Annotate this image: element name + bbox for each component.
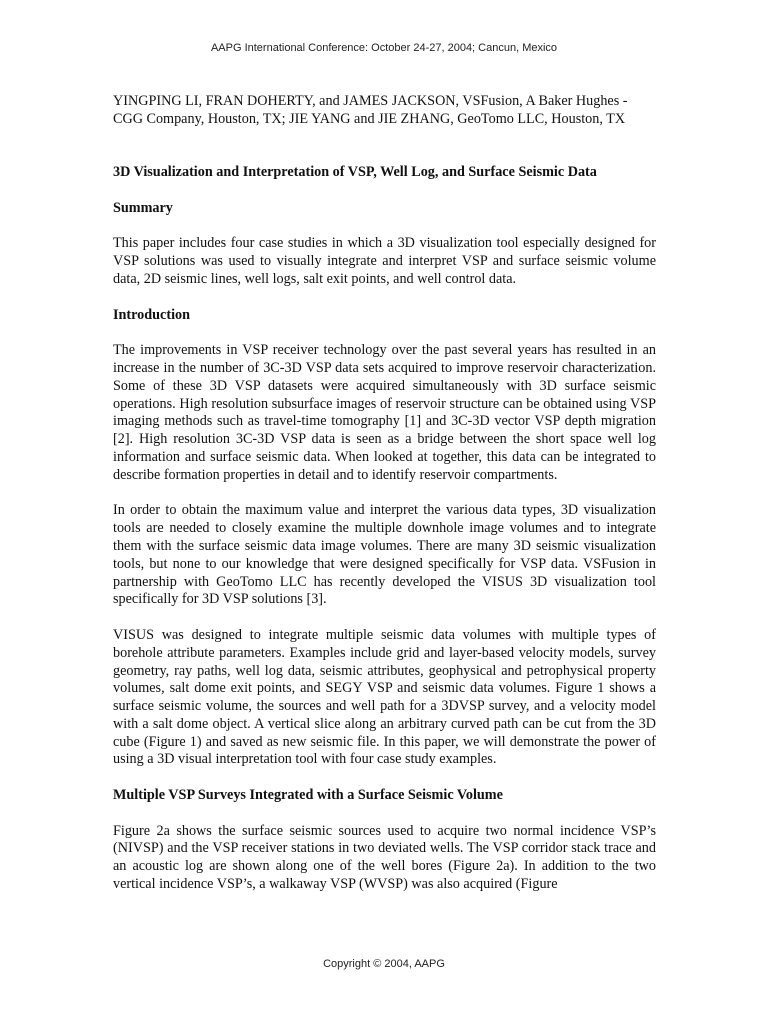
summary-paragraph: This paper includes four case studies in which a 3D visualization tool especially designed for VSP solutions was used to visually integrate and interpret VSP and surface seismic volume data, 2D seismic lines, well logs, salt exit points, and well control data. — [113, 235, 656, 287]
spacer — [113, 218, 656, 236]
introduction-paragraph-3: VISUS was designed to integrate multiple seismic data volumes with multiple types of borehole attribute parameters. Examples include grid and layer-based velocity models, survey geometry, ray paths, well log data, seismic attributes, geophysical and petrophysical property volumes, salt dome exit points, and SEGY VSP and seismic data volumes. Figure 1 shows a surface seismic volume, the sources and well path for a 3DVSP survey, and a velocity model with a salt dome object. A vertical slice along an arbitrary curved path can be cut from the 3D cube (Figure 1) and saved as new seismic file. In this paper, we will demonstrate the power of using a 3D visual interpretation tool with four case study examples. — [113, 626, 656, 768]
spacer — [113, 146, 656, 164]
multiple-vsp-paragraph: Figure 2a shows the surface seismic sources used to acquire two normal incidence VSP’s (NIVSP) and the VSP receiver stations in two deviated wells. The VSP corridor stack trace and an acoustic log are shown along one of the well bores (Figure 2a). In addition to the two vertical incidence VSP’s, a walkaway VSP (WVSP) was also acquired (Figure — [113, 822, 656, 893]
running-header: AAPG International Conference: October 24-27, 2004; Cancun, Mexico — [210, 42, 558, 54]
spacer — [113, 289, 656, 307]
copyright-footer: Copyright © 2004, AAPG — [323, 958, 445, 970]
summary-heading: Summary — [113, 199, 173, 216]
spacer — [113, 609, 656, 627]
spacer — [113, 182, 656, 200]
spacer — [113, 485, 656, 503]
author-list: YINGPING LI, FRAN DOHERTY, and JAMES JACKSON, VSFusion, A Baker Hughes - CGG Company, Houston, TX; JIE YANG and JIE ZHANG, GeoTomo LLC, Houston, TX — [113, 93, 628, 127]
multiple-vsp-heading: Multiple VSP Surveys Integrated with a Surface Seismic Volume — [113, 787, 503, 804]
spacer — [113, 324, 656, 342]
introduction-paragraph-2: In order to obtain the maximum value and interpret the various data types, 3D visualization tools are needed to closely examine the multiple downhole image volumes and to integrate them with the surface seismic data image volumes. There are many 3D seismic visualization tools, but none to our knowledge that were designed specifically for VSP data. VSFusion in partnership with GeoTomo LLC has recently developed the VISUS 3D visualization tool specifically for 3D VSP solutions [3]. — [113, 502, 656, 608]
paper-body — [113, 93, 656, 894]
introduction-heading: Introduction — [113, 306, 190, 323]
paper-title: 3D Visualization and Interpretation of VSP, Well Log, and Surface Seismic Data — [113, 164, 597, 181]
spacer — [113, 805, 656, 823]
spacer — [113, 769, 656, 787]
introduction-paragraph-1: The improvements in VSP receiver technology over the past several years has resulted in an increase in the number of 3C-3D VSP data sets acquired to improve reservoir characterization. Some of these 3D VSP datasets were acquired simultaneously with 3D surface seismic operations. High resolution subsurface images of reservoir structure can be obtained using VSP imaging methods such as travel-time tomography [1] and 3C-3D vector VSP depth migration [2]. High resolution 3C-3D VSP data is seen as a bridge between the short space well log information and surface seismic data. When looked at together, this data can be integrated to describe formation properties in detail and to identify reservoir compartments. — [113, 342, 656, 483]
spacer — [113, 129, 656, 147]
